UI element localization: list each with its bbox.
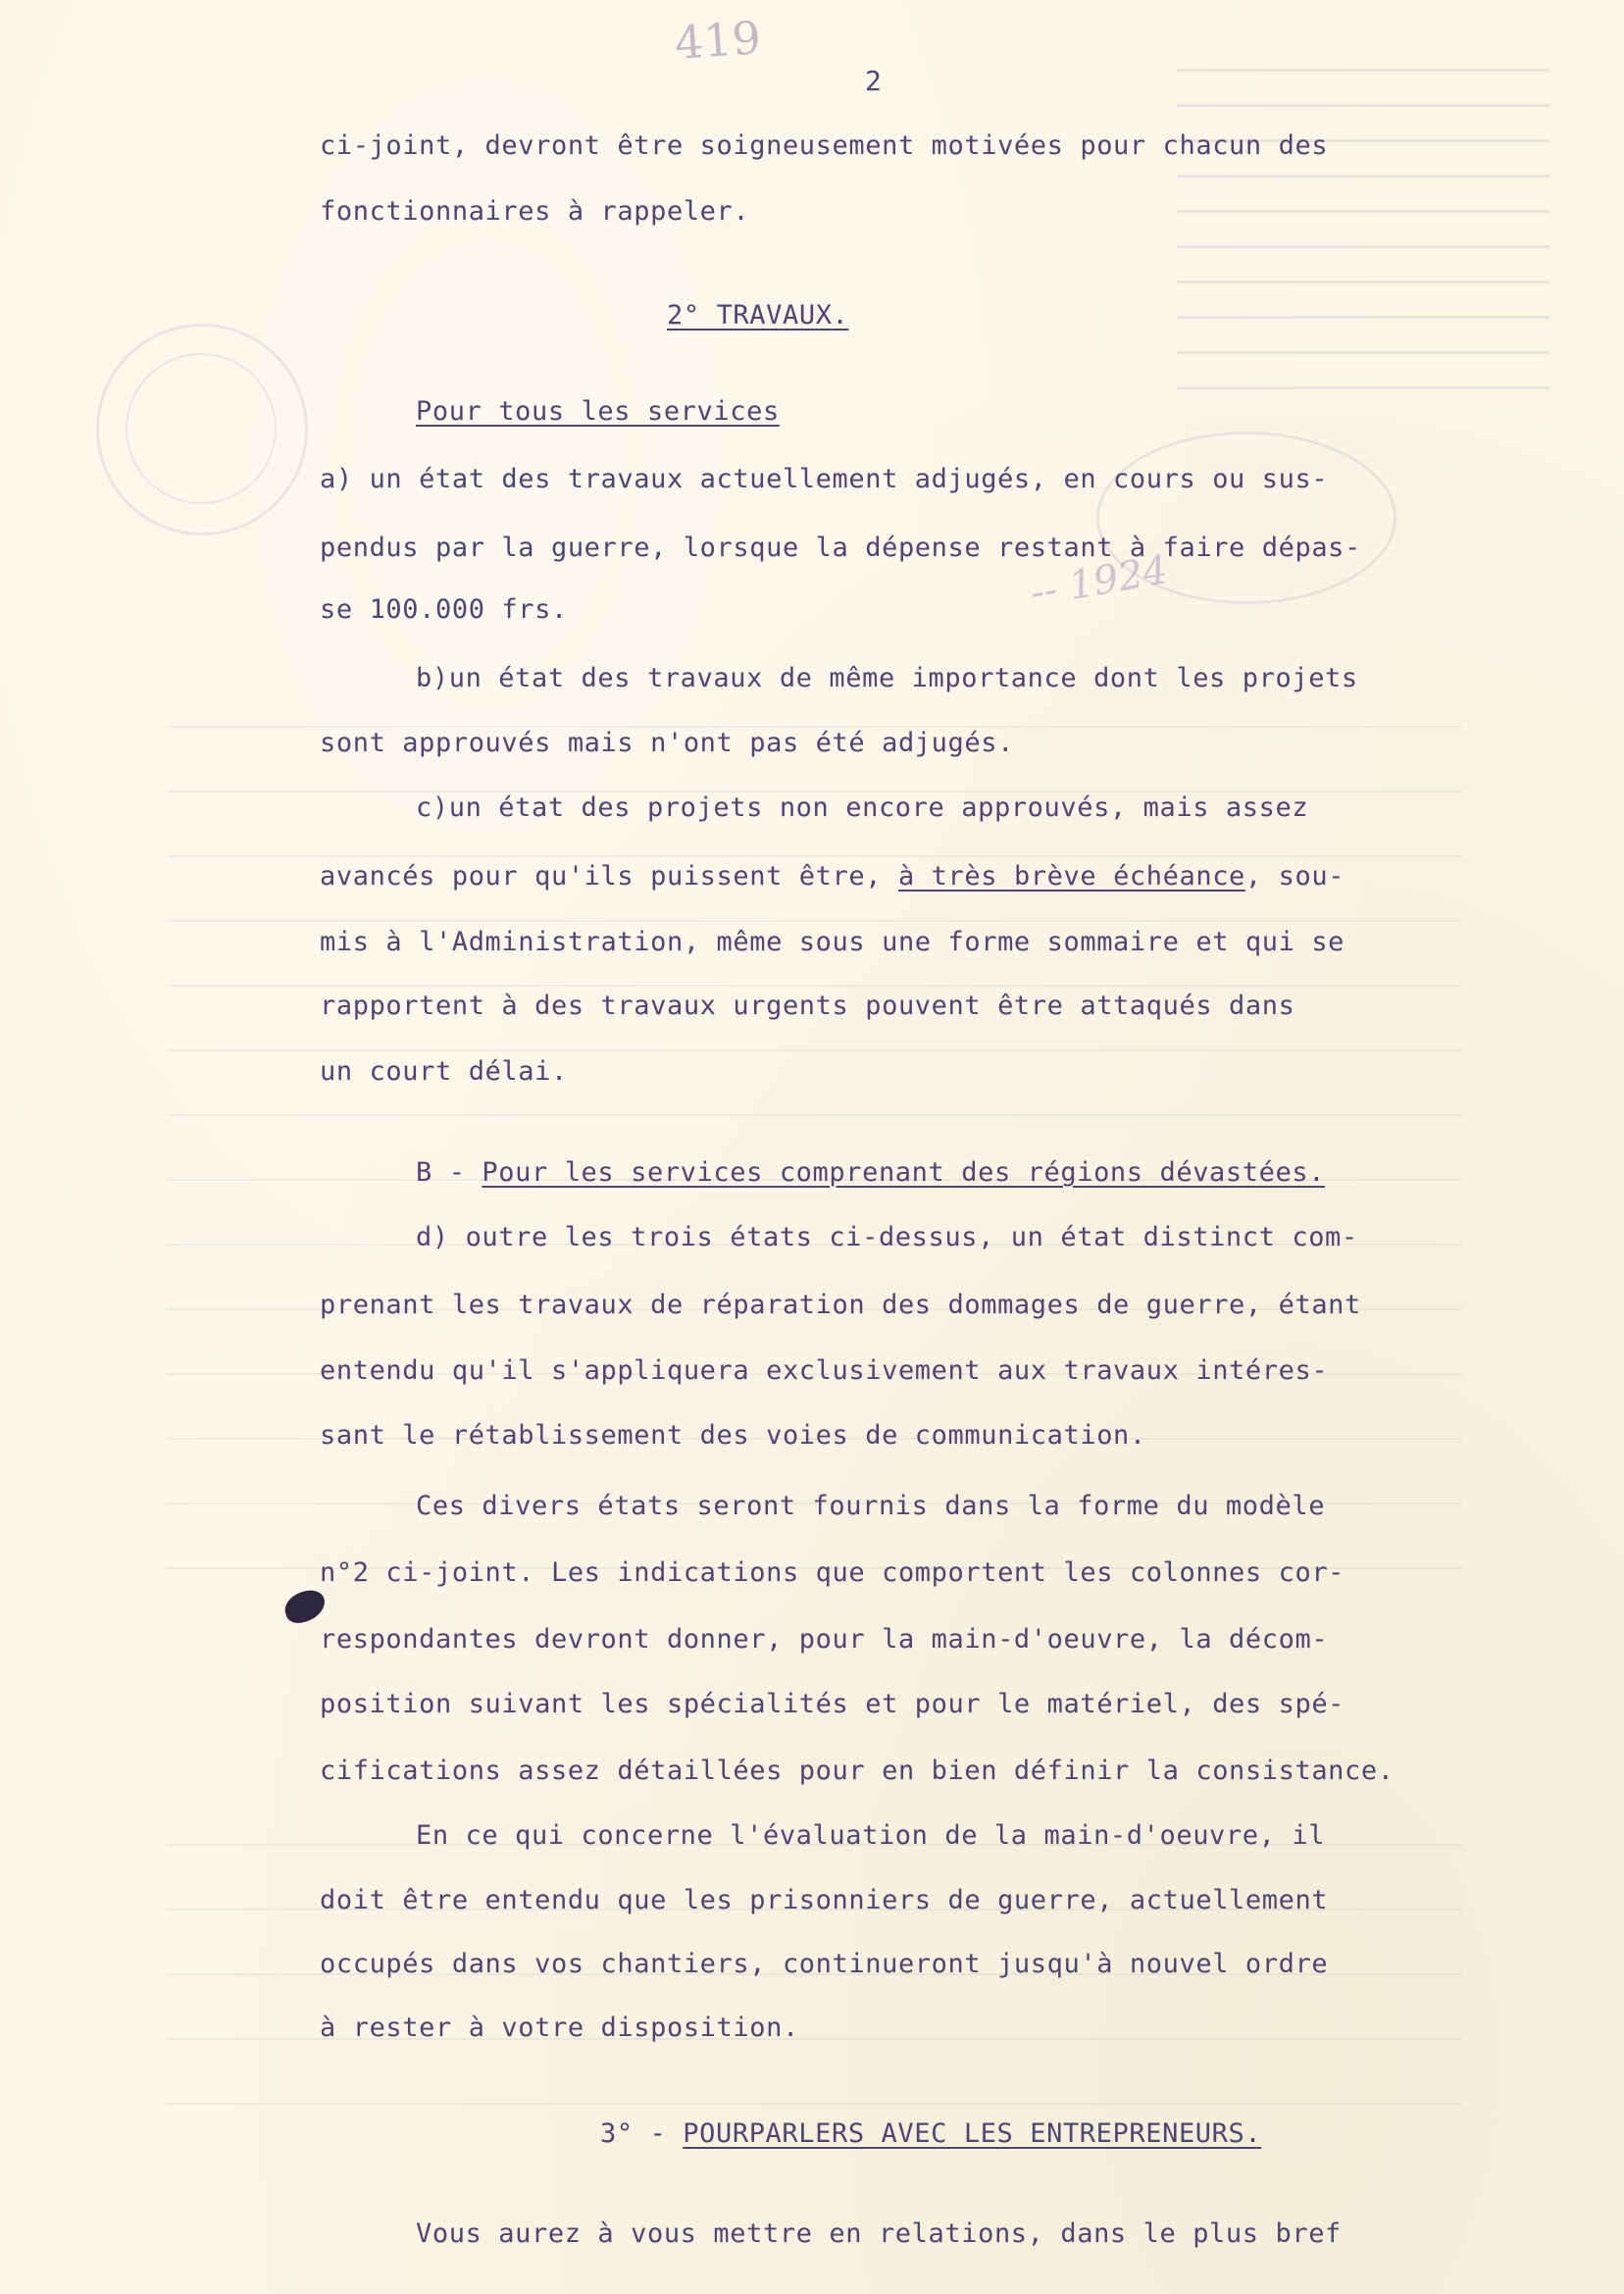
section-heading-contractors	[600, 2118, 1261, 2150]
body-line: En ce qui concerne l'évaluation de la main-d'oeuvre, il	[416, 1820, 1326, 1851]
body-line-with-emphasis	[320, 861, 1345, 892]
bleed-through-block-1	[1177, 69, 1549, 402]
stamp-left-inner	[126, 353, 277, 504]
handwritten-annotation-mark: -- 1924	[1027, 547, 1172, 616]
body-line: b)un état des travaux de même importance dont les projets	[416, 663, 1358, 693]
body-line: occupés dans vos chantiers, continueront jusqu'à nouvel ordre	[320, 1949, 1329, 1979]
body-line: entendu qu'il s'appliquera exclusivement aux travaux intéres-	[320, 1355, 1329, 1386]
heading-underlined: POURPARLERS AVEC LES ENTREPRENEURS.	[683, 2118, 1262, 2149]
section-heading-travaux: 2° TRAVAUX.	[667, 300, 849, 331]
body-line: n°2 ci-joint. Les indications que comportent les colonnes cor-	[320, 1557, 1345, 1588]
corner-handwritten-mark: 419	[673, 11, 763, 70]
body-line: rapportent à des travaux urgents pouvent être attaqués dans	[320, 991, 1295, 1021]
body-text: avancés pour qu'ils puissent être,	[320, 861, 898, 892]
body-line: à rester à votre disposition.	[320, 2013, 799, 2043]
heading-underlined: Pour les services comprenant des régions dévastées.	[482, 1157, 1326, 1188]
body-line: c)un état des projets non encore approuvés, mais assez	[416, 792, 1309, 823]
body-text: , sou-	[1244, 861, 1345, 892]
body-line: sant le rétablissement des voies de communication.	[320, 1420, 1146, 1451]
body-line: d) outre les trois états ci-dessus, un état distinct com-	[416, 1222, 1358, 1252]
body-line: mis à l'Administration, même sous une forme sommaire et qui se	[320, 927, 1345, 957]
body-line: un court délai.	[320, 1056, 568, 1087]
body-line: doit être entendu que les prisonniers de guerre, actuellement	[320, 1885, 1329, 1915]
body-line: cifications assez détaillées pour en bien définir la consistance.	[320, 1756, 1395, 1786]
body-line: se 100.000 frs.	[320, 594, 568, 625]
body-line: ci-joint, devront être soigneusement motivées pour chacun des	[320, 130, 1329, 161]
emphasis-underlined: à très brève échéance	[897, 861, 1245, 892]
body-line: pendus par la guerre, lorsque la dépense restant à faire dépas-	[320, 533, 1361, 563]
body-line: fonctionnaires à rappeler.	[320, 196, 750, 227]
heading-prefix: B -	[416, 1157, 482, 1188]
subsection-heading-all-services: Pour tous les services	[416, 396, 780, 427]
body-line: a) un état des travaux actuellement adjugés, en cours ou sus-	[320, 464, 1329, 494]
body-line: position suivant les spécialités et pour le matériel, des spé-	[320, 1689, 1345, 1719]
body-line: sont approuvés mais n'ont pas été adjugés.	[320, 728, 1014, 758]
heading-prefix: 3° -	[600, 2118, 684, 2149]
body-line: Ces divers états seront fournis dans la forme du modèle	[416, 1491, 1326, 1521]
body-line: prenant les travaux de réparation des dommages de guerre, étant	[320, 1290, 1361, 1320]
page-number: 2	[865, 65, 882, 97]
body-line: Vous aurez à vous mettre en relations, dans le plus bref	[416, 2218, 1342, 2249]
subsection-heading-devastated	[416, 1157, 1325, 1189]
ink-blot	[280, 1586, 329, 1627]
body-line: respondantes devront donner, pour la main-d'oeuvre, la décom-	[320, 1624, 1329, 1655]
